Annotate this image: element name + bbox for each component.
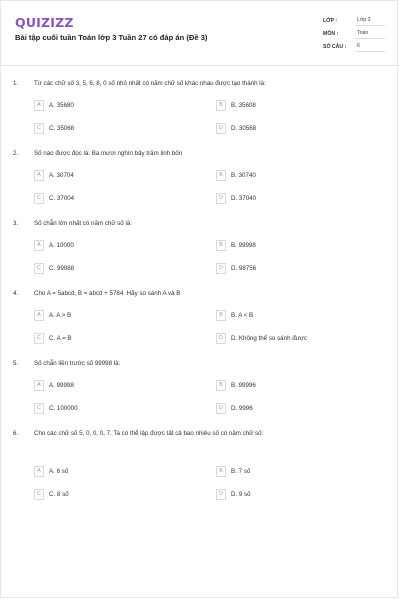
option-letter-box: C [34,263,44,274]
option-b[interactable] [216,379,256,391]
question-text: Số nào được đọc là: Ba mươi nghìn bảy trăm linh bốn [34,150,183,157]
option-c[interactable] [34,262,74,274]
option-text: D. 9 số [231,490,251,498]
option-d[interactable] [216,192,256,204]
option-letter-box: A [34,466,44,477]
option-b[interactable] [216,239,256,251]
option-letter-box: A [34,170,44,181]
option-letter-box: B [216,100,226,111]
option-a[interactable] [34,379,74,391]
option-text: B. 30740 [231,171,256,179]
option-letter-box: D [216,333,226,344]
option-letter-box: C [34,123,44,134]
option-letter-box: D [216,489,226,500]
question-text: Số chẵn lớn nhất có năm chữ số là: [34,220,132,227]
option-text: C. 8 số [49,490,69,498]
option-b[interactable] [216,309,253,321]
option-text: D. Không thể so sánh được [231,334,307,342]
option-text: C. 35068 [49,124,75,132]
option-text: D. 98756 [231,264,257,272]
question-number: 1. [13,80,19,87]
question-text: Cho các chữ số 5, 0, 0, 0, 7. Ta có thể lập được tất cả bao nhiêu số có năm chữ số: [34,430,264,437]
option-text: B. A < B [231,311,254,319]
option-letter-box: B [216,380,226,391]
quizizz-logo: QUIZIZZ [15,15,74,30]
option-d[interactable] [216,488,251,500]
meta-row-question-count [323,39,385,52]
option-letter-box: B [216,170,226,181]
meta-value: Toán [355,28,385,39]
question-text: Cho A = 5abcd, B = abcd + 5784. Hãy so sánh A và B [34,290,181,297]
header-divider [1,65,399,66]
option-a[interactable] [34,169,74,181]
option-letter-box: A [34,380,44,391]
option-letter-box: C [34,403,44,414]
meta-row-class [323,13,385,26]
option-c[interactable] [34,402,78,414]
option-text: D. 9996 [231,404,253,412]
option-text: D. 37040 [231,194,257,202]
question-number: 6. [13,430,19,437]
option-letter-box: B [216,466,226,477]
option-text: A. 35680 [49,101,74,109]
option-b[interactable] [216,465,250,477]
meta-label: LỚP : [323,18,338,24]
option-text: C. A = B [49,334,72,342]
question-text: Từ các chữ số 3, 5, 6, 8, 0 số nhỏ nhất có năm chữ số khác nhau được tạo thành là: [34,80,266,87]
option-letter-box: A [34,240,44,251]
option-c[interactable] [34,332,72,344]
question-number: 5. [13,360,19,367]
option-text: A. 30704 [49,171,74,179]
meta-row-subject [323,26,385,39]
option-letter-box: A [34,310,44,321]
option-letter-box: A [34,100,44,111]
question-number: 4. [13,290,19,297]
option-a[interactable] [34,465,68,477]
option-text: B. 7 số [231,467,251,475]
option-text: C. 99988 [49,264,75,272]
option-d[interactable] [216,402,253,414]
option-d[interactable] [216,122,256,134]
meta-label: MÔN : [323,31,339,37]
page-title: Bài tập cuối tuần Toán lớp 3 Tuần 27 có đáp án (Đề 3) [15,33,208,42]
option-a[interactable] [34,99,74,111]
option-c[interactable] [34,488,69,500]
option-text: D. 30568 [231,124,257,132]
question-number: 2. [13,150,19,157]
option-letter-box: D [216,193,226,204]
option-text: B. 35608 [231,101,256,109]
meta-box [323,13,385,52]
option-c[interactable] [34,122,74,134]
option-letter-box: C [34,193,44,204]
option-d[interactable] [216,262,256,274]
option-text: B. 99998 [231,241,256,249]
option-letter-box: B [216,240,226,251]
option-letter-box: C [34,489,44,500]
option-letter-box: D [216,123,226,134]
option-text: C. 37004 [49,194,75,202]
option-letter-box: C [34,333,44,344]
option-a[interactable] [34,309,71,321]
option-text: B. 99996 [231,381,256,389]
option-letter-box: D [216,263,226,274]
option-c[interactable] [34,192,74,204]
question-number: 3. [13,220,19,227]
meta-value: Lớp 3 [355,15,385,26]
meta-value: 6 [355,41,385,52]
option-b[interactable] [216,169,256,181]
option-text: A. A > B [49,311,72,319]
option-d[interactable] [216,332,307,344]
option-b[interactable] [216,99,256,111]
option-text: A. 10000 [49,241,74,249]
option-a[interactable] [34,239,74,251]
option-letter-box: B [216,310,226,321]
option-letter-box: D [216,403,226,414]
option-text: A. 99998 [49,381,74,389]
question-text: Số chẵn liền trước số 99998 là: [34,360,121,367]
option-text: A. 6 số [49,467,69,475]
option-text: C. 100000 [49,404,78,412]
meta-label: SỐ CÂU : [323,44,347,50]
